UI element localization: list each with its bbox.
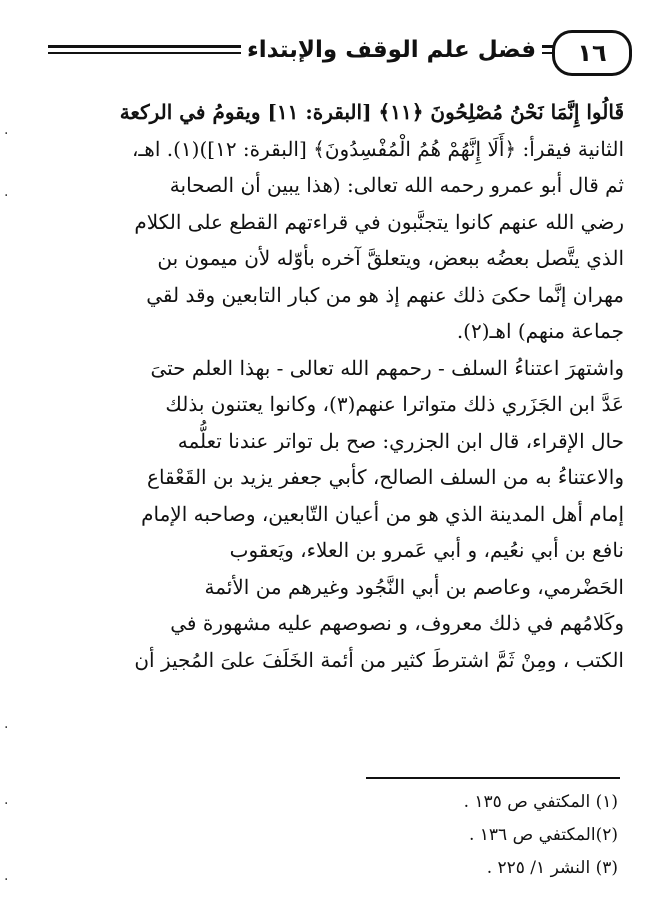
text-line: واشتهرَ اعتناءُ السلف - رحمهم الله تعالى - بهذا العلم حتىَ [150,355,624,380]
footnote-1: (١) المكتفي ص ١٣٥ . [463,792,618,812]
text-line: حال الإقراء، قال ابن الجزري: صح بل تواتر عندنا تعلُّمه [177,428,624,453]
margin-mark: . [4,868,9,884]
text-line: عَدَّ ابن الجَزَري ذلك متواترا عنهم(٣)، وكانوا يعتنون بذلك [165,392,624,416]
footnote-2: (٢)المكتفي ص ١٣٦ . [468,825,618,845]
text-line: وكَلامُهم في ذلك معروف، و نصوصهم عليه مشهورة في [170,611,624,635]
text-line: إمام أهل المدينة الذي هو من أعيان التّابعين، وصاحبه الإمام [141,501,624,526]
margin-mark: . [4,716,9,732]
text-line: مهران إنَّما حكىَ ذلك عنهم إذ هو من كبار التابعين وقد لقي [146,282,624,307]
page-header [40,28,632,76]
text-line: قَالُوا إِنَّمَا نَحْنُ مُصْلِحُونَ ﴿١١﴾ [البقرة: ١١] ويقومُ في الركعة [119,100,624,124]
text-line: رضي الله عنهم كانوا يتجنَّبون في قراءتهم القطع على الكلام [134,209,624,234]
text-line: الثانية فيقرأ: ﴿أَلَا إِنَّهُمْ هُمُ الْمُفْسِدُونَ﴾ [البقرة: ١٢])(١). اهـ، [131,136,624,161]
body-text [40,94,624,678]
text-line: جماعة منهم) اهـ(٢). [456,319,624,343]
footnotes [300,786,618,885]
text-line: ثم قال أبو عمرو رحمه الله تعالى: (هذا يبين أن الصحابة [169,173,624,197]
text-line: والاعتناءُ به من السلف الصالح، كأبي جعفر يزيد بن القَعْقاع [147,465,624,489]
margin-mark: . [4,184,9,200]
running-title: فضل علم الوقف والإبتداء [241,28,542,72]
text-line: نافع بن أبي نعُيم، و أبي عَمرو بن العلاء، ويَعقوب [229,538,624,562]
footnote-separator [366,777,620,779]
page-number: ١٦ [552,30,632,76]
text-line: الحَضْرمي، وعاصم بن أبي النَّجُود وغيرهم من الأئمة [204,574,624,599]
margin-mark: . [4,792,9,808]
footnote-3: (٣) النشر ١/ ٢٢٥ . [486,858,618,878]
text-line: الكتب ، ومِنْ ثَمَّ اشترطَ كثير من أئمة الخَلَفَ علىَ المُجيز أن [134,647,624,672]
text-line: الذي يتَّصل بعضُه ببعض، ويتعلقَّ آخره بأوّله لأن ميمون بن [157,246,624,270]
margin-mark: . [4,122,9,138]
